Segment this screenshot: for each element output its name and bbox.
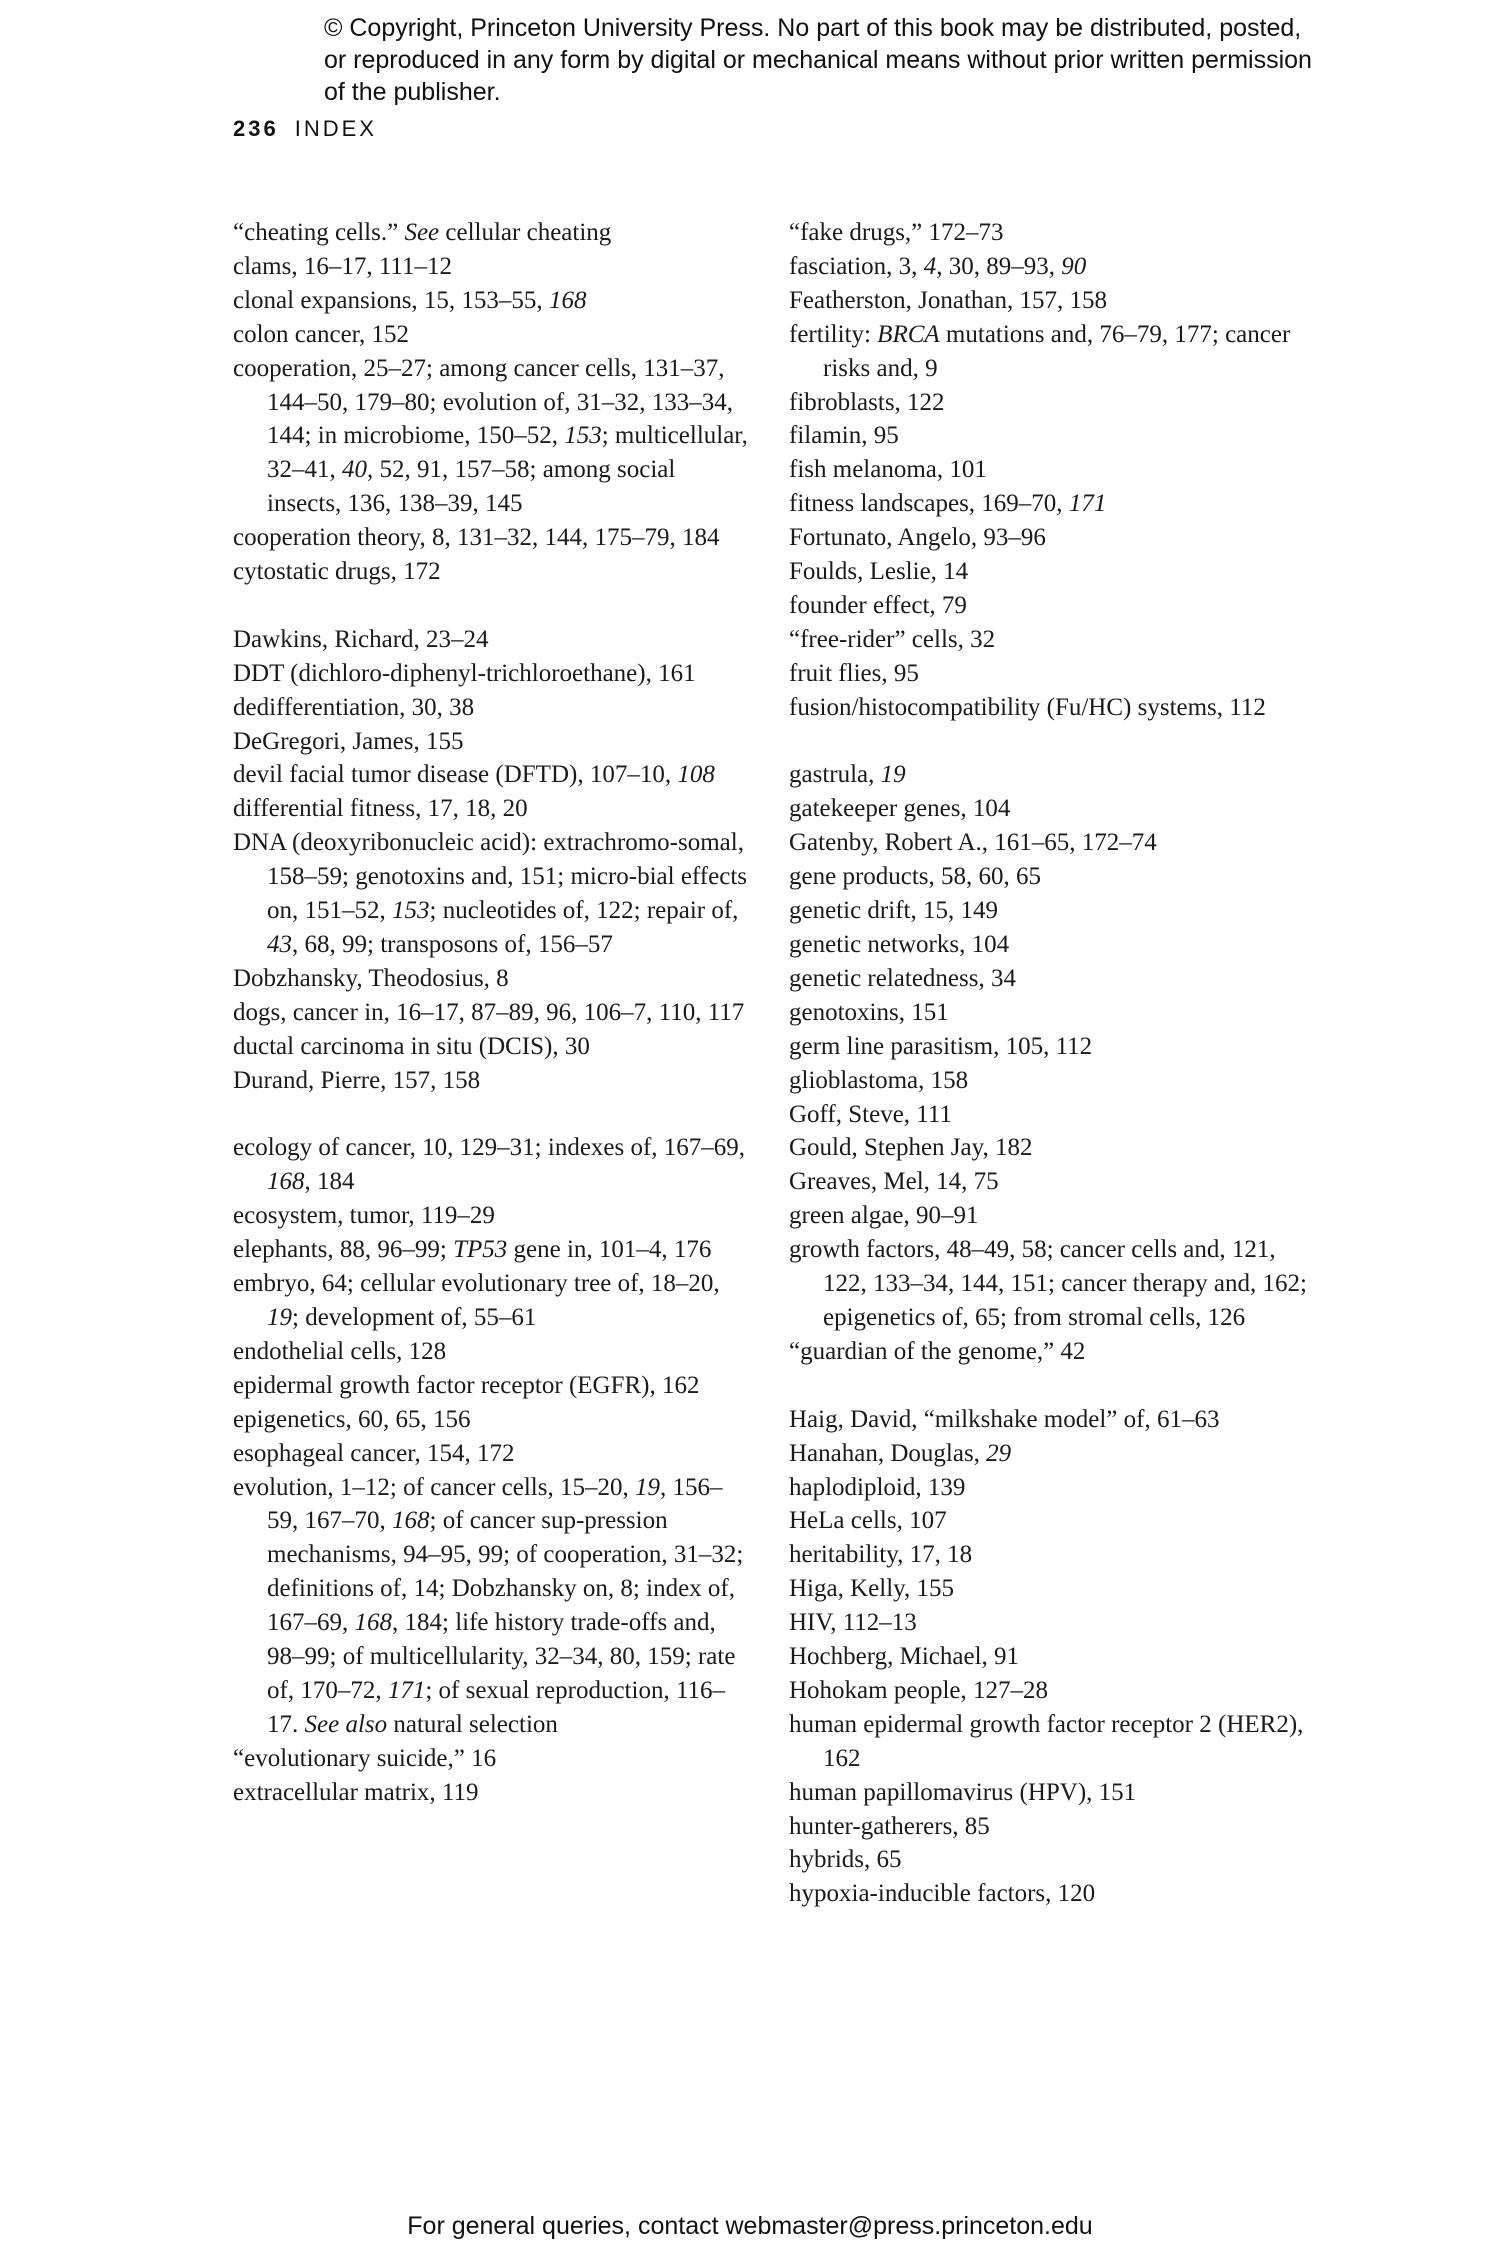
index-entry: gatekeeper genes, 104: [789, 795, 1011, 823]
index-entry: embryo, 64; cellular evolutionary tree of, 18–20, 19; development of, 55–61: [233, 1270, 720, 1331]
index-entry: evolution, 1–12; of cancer cells, 15–20, 19, 156–59, 167–70, 168; of cancer sup-pression mechanisms, 94–95, 99; of cooperation, 31–32; definitions of, 14; Dobzhansky on, 8; index of, 167–69, 168, 184; life history trade-offs and, 98–99; of multicellularity, 32–34, 80, 159; rate of, 170–72, 171; of sexual reproduction, 116–17. See also natural selection: [233, 1473, 744, 1738]
index-entry: “evolutionary suicide,” 16: [233, 1744, 497, 1772]
index-entry: Higa, Kelly, 155: [789, 1575, 955, 1603]
letter-group-spacer: [233, 1098, 748, 1132]
index-entry: fibroblasts, 122: [789, 388, 945, 416]
index-entry: colon cancer, 152: [233, 320, 410, 348]
index-entry: Greaves, Mel, 14, 75: [789, 1168, 999, 1196]
index-entry: hybrids, 65: [789, 1846, 902, 1874]
index-entry: “fake drugs,” 172–73: [789, 219, 1004, 246]
index-entry: Hanahan, Douglas, 29: [789, 1439, 1012, 1467]
index-entry: DeGregori, James, 155: [233, 727, 464, 755]
index-entry: genetic drift, 15, 149: [789, 897, 998, 925]
index-entry: fruit flies, 95: [789, 659, 919, 687]
index-entry: genetic networks, 104: [789, 931, 1010, 959]
index-entry: elephants, 88, 96–99; TP53 gene in, 101–4, 176: [233, 1236, 712, 1264]
index-entry: cooperation, 25–27; among cancer cells, 131–37, 144–50, 179–80; evolution of, 31–32, 133–34, 144; in microbiome, 150–52, 153; multicellular, 32–41, 40, 52, 91, 157–58; among social insects, 136, 138–39, 145: [233, 354, 748, 518]
index-entry: Hohokam people, 127–28: [789, 1676, 1048, 1704]
copyright-notice: © Copyright, Princeton University Press. No part of this book may be distributed, posted, or reproduced in any form by digital or mechanical means without prior written permission of the publisher.: [324, 14, 1312, 106]
footer-contact: For general queries, contact webmaster@press.princeton.edu: [407, 2212, 1093, 2240]
index-entry: green algae, 90–91: [789, 1202, 979, 1230]
index-entry: haplodiploid, 139: [789, 1473, 966, 1501]
index-entry: germ line parasitism, 105, 112: [789, 1032, 1093, 1060]
index-entry: epidermal growth factor receptor (EGFR), 162: [233, 1371, 700, 1399]
index-entry: HeLa cells, 107: [789, 1507, 947, 1535]
index-entry: fish melanoma, 101: [789, 456, 987, 484]
index-entry: DNA (deoxyribonucleic acid): extrachromo-somal, 158–59; genotoxins and, 151; micro-bial effects on, 151–52, 153; nucleotides of, 122; repair of, 43, 68, 99; transposons of, 156–57: [233, 829, 747, 959]
index-entry: fitness landscapes, 169–70, 171: [789, 490, 1107, 518]
index-entry: endothelial cells, 128: [233, 1337, 447, 1365]
running-head: [233, 116, 377, 142]
index-entry: gene products, 58, 60, 65: [789, 863, 1042, 891]
index-entry: HIV, 112–13: [789, 1609, 917, 1637]
index-entry: genotoxins, 151: [789, 998, 949, 1026]
index-entry: hypoxia-inducible factors, 120: [789, 1880, 1096, 1908]
index-entry: cytostatic drugs, 172: [233, 558, 441, 586]
index-entry: Hochberg, Michael, 91: [789, 1643, 1020, 1671]
index-entry: glioblastoma, 158: [789, 1066, 969, 1094]
index-entry: human papillomavirus (HPV), 151: [789, 1778, 1137, 1806]
index-entry: fertility: BRCA mutations and, 76–79, 177; cancer risks and, 9: [789, 320, 1291, 382]
page-number: 236: [233, 116, 279, 141]
index-entry: growth factors, 48–49, 58; cancer cells and, 121, 122, 133–34, 144, 151; cancer therapy and, 162; epigenetics of, 65; from stromal cells, 126: [789, 1236, 1307, 1331]
index-entry: cooperation theory, 8, 131–32, 144, 175–79, 184: [233, 524, 720, 552]
index-entry: Durand, Pierre, 157, 158: [233, 1066, 481, 1094]
index-entry: differential fitness, 17, 18, 20: [233, 795, 528, 823]
index-column-left: [233, 216, 748, 1810]
index-entry: ductal carcinoma in situ (DCIS), 30: [233, 1032, 590, 1060]
index-entry: “free-rider” cells, 32: [789, 625, 996, 653]
index-entry: filamin, 95: [789, 422, 899, 450]
index-entry: Dawkins, Richard, 23–24: [233, 625, 489, 653]
index-entry: “cheating cells.” See cellular cheating: [233, 219, 612, 246]
index-entry: gastrula, 19: [789, 761, 906, 789]
letter-group-spacer: [233, 589, 748, 623]
index-entry: genetic relatedness, 34: [789, 964, 1016, 992]
index-entry: clonal expansions, 15, 153–55, 168: [233, 286, 587, 314]
letter-group-spacer: [789, 725, 1309, 759]
index-entry: fasciation, 3, 4, 30, 89–93, 90: [789, 252, 1087, 280]
index-entry: epigenetics, 60, 65, 156: [233, 1405, 471, 1433]
section-title: INDEX: [294, 116, 377, 141]
index-entry: Fortunato, Angelo, 93–96: [789, 524, 1046, 552]
index-entry: esophageal cancer, 154, 172: [233, 1439, 515, 1467]
index-entry: ecosystem, tumor, 119–29: [233, 1202, 495, 1230]
index-entry: Foulds, Leslie, 14: [789, 558, 969, 586]
letter-group-spacer: [789, 1369, 1309, 1403]
index-entry: Haig, David, “milkshake model” of, 61–63: [789, 1405, 1220, 1433]
index-entry: DDT (dichloro-diphenyl-trichloroethane), 161: [233, 659, 696, 687]
index-entry: dogs, cancer in, 16–17, 87–89, 96, 106–7, 110, 117: [233, 998, 745, 1026]
index-entry: “guardian of the genome,” 42: [789, 1337, 1086, 1365]
index-entry: fusion/histocompatibility (Fu/HC) systems, 112: [789, 693, 1266, 721]
index-entry: Featherston, Jonathan, 157, 158: [789, 286, 1108, 314]
index-entry: Gould, Stephen Jay, 182: [789, 1134, 1033, 1162]
index-entry: Gatenby, Robert A., 161–65, 172–74: [789, 829, 1157, 857]
index-entry: Dobzhansky, Theodosius, 8: [233, 964, 509, 992]
index-entry: ecology of cancer, 10, 129–31; indexes of, 167–69, 168, 184: [233, 1134, 746, 1196]
index-entry: heritability, 17, 18: [789, 1541, 973, 1569]
index-entry: hunter-gatherers, 85: [789, 1812, 990, 1840]
index-entry: dedifferentiation, 30, 38: [233, 693, 475, 721]
index-entry: clams, 16–17, 111–12: [233, 252, 452, 280]
index-entry: devil facial tumor disease (DFTD), 107–10, 108: [233, 761, 715, 789]
index-column-right: [789, 216, 1309, 1911]
index-entry: founder effect, 79: [789, 591, 967, 619]
index-entry: human epidermal growth factor receptor 2 (HER2), 162: [789, 1710, 1304, 1772]
index-entry: Goff, Steve, 111: [789, 1100, 952, 1128]
index-entry: extracellular matrix, 119: [233, 1778, 479, 1806]
